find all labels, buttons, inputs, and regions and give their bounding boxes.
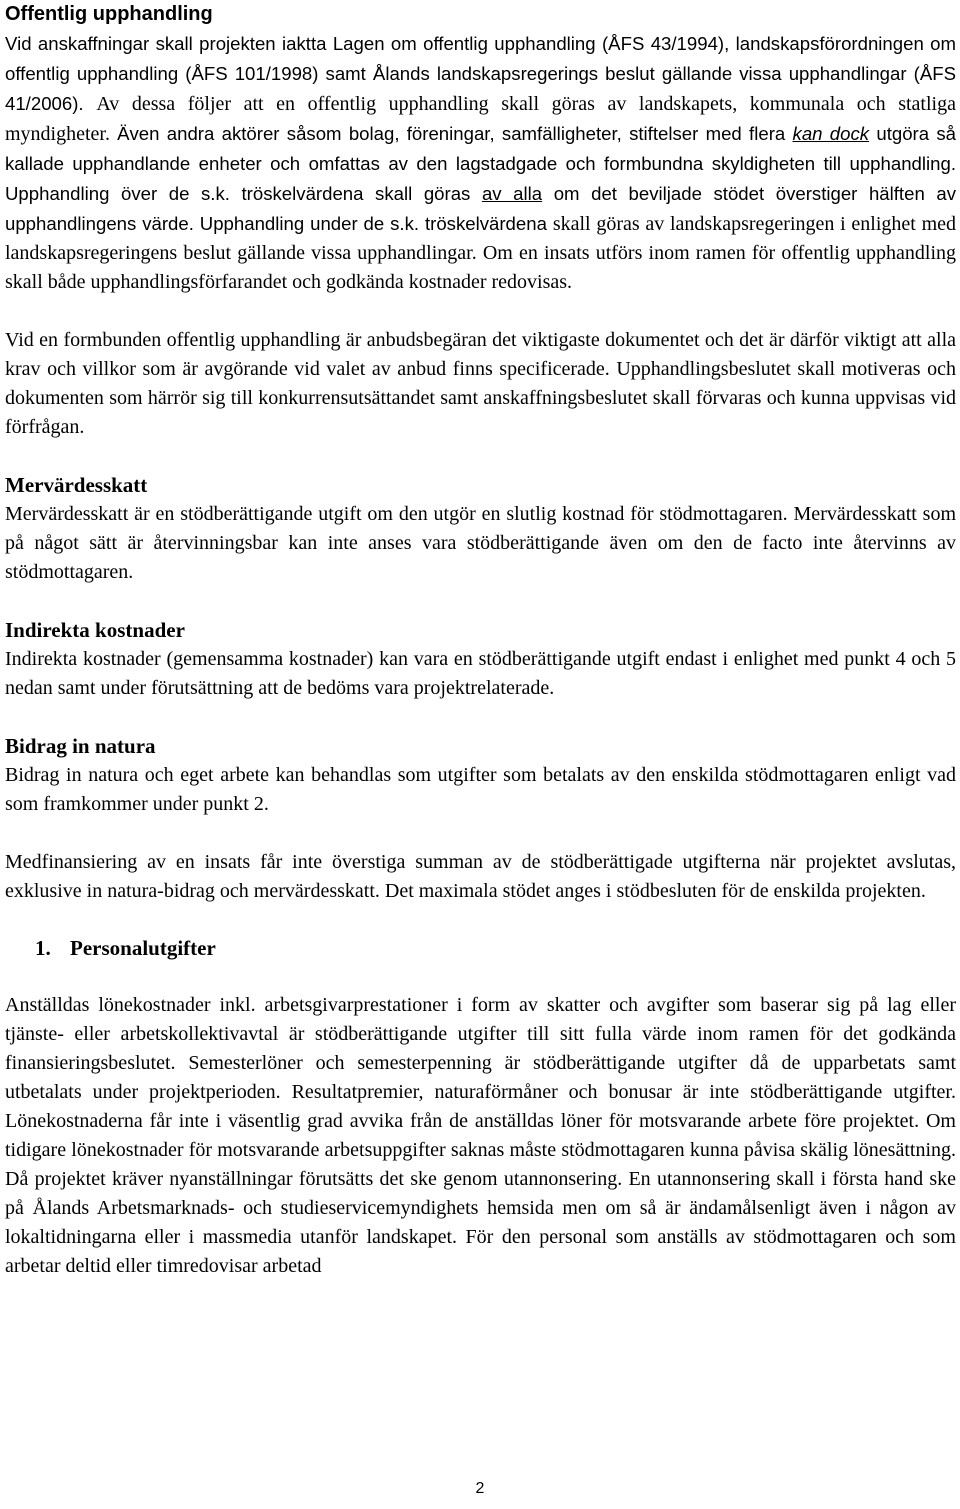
section-number: 1. xyxy=(35,936,51,960)
emphasis-av-alla: av alla xyxy=(481,183,543,204)
text-segment: Även andra aktörer såsom bolag, föreningar, samfälligheter, stiftelser med flera xyxy=(117,123,793,144)
paragraph-mervardesskatt: Mervärdesskatt är en stödberättigande utgift om den utgör en slutlig kostnad för stödmottagaren. Mervärdesskatt som på något sätt är återvinningsbar kan inte anses vara stödberättigande även om den de facto inte återvinns av stödmottagaren. xyxy=(5,503,956,583)
paragraph-medfinansiering: Medfinansiering av en insats får inte överstiga summan av de stödberättigade utgifterna när projektet avslutas, exklusive in natura-bidrag och mervärdesskatt. Det maximala stödet anges i stödbesluten för de enskilda projekten. xyxy=(5,851,956,902)
paragraph-personalutgifter: Anställdas lönekostnader inkl. arbetsgivarprestationer i form av skatter och avgifter som baserar sig på lag eller tjänste- eller arbetskollektivavtal är stödberättigande utgifter till sitt fulla värde inom ramen för det godkända finansieringsbeslutet. Semesterlöner och semesterpenning är stödberättigande utgifter då de upparbetats samt utbetalats under projektperioden. Resultatpremier, naturaförmåner och bonusar är inte stödberättigande utgifter. Lönekostnaderna får inte i väsentlig grad avvika från de anställdas löner för motsvarande arbete före projektet. Om tidigare lönekostnader för motsvarande arbetsuppgifter saknas måste stödmottagaren kunna påvisa skälig lönesättning. Då projektet kräver nyanställningar förutsätts det ske genom utannonsering. En utannonsering skall i första hand ske på Ålands Arbetsmarknads- och studieservicemyndighets hemsida men om så är ändamålsenligt även i någon av lokaltidningarna eller i massmedia utanför landskapet. För den personal som anställs av stödmottagaren och som arbetar deltid eller timredovisar arbetad xyxy=(5,994,956,1277)
paragraph-indirekta-kostnader: Indirekta kostnader (gemensamma kostnader) kan vara en stödberättigande utgift endast i enlighet med punkt 4 och 5 nedan samt under förutsättning att de bedöms vara projektrelaterade. xyxy=(5,648,956,699)
text-segment: utgöra så kallade upphandlande enheter och omfattas av den lagstadgade och formbundna skyldigheten till upphandling. Upphandling över de s.k. tröskelvärdena skall göras xyxy=(5,123,957,204)
document-body xyxy=(5,0,956,1281)
underlined-av-alla xyxy=(482,183,542,204)
heading-bidrag-in-natura: Bidrag in natura xyxy=(5,734,156,758)
paragraph-upphandling-rules xyxy=(5,29,956,297)
text-segment: skall göras av landskapsregeringen i enlighet med landskapsregeringens beslut gällande vissa upphandlingar. Om en insats utförs inom ramen för offentlig upphandling skall både upphandlingsförfarandet och godkända kostnader redovisas. xyxy=(5,213,956,293)
underlined-kan-dock xyxy=(793,123,870,144)
page-number: 2 xyxy=(475,1480,485,1497)
heading-mervardesskatt: Mervärdesskatt xyxy=(5,473,148,497)
text-segment: Av dessa följer att en offentlig upphandling skall göras av landskapets, kommunala och statliga myndigheter. xyxy=(5,93,956,145)
heading-indirekta-kostnader: Indirekta kostnader xyxy=(5,618,185,642)
paragraph-anbudsbegaran: Vid en formbunden offentlig upphandling är anbudsbegäran det viktigaste dokumentet och det är därför viktigt att alla krav och villkor som är avgörande vid valet av anbud finns specificerade. Upphandlingsbeslutet skall motiveras och dokumenten som härrör sig till konkurrensutsättandet samt anskaffningsbeslutet skall förvaras och kunna uppvisas vid förfrågan. xyxy=(5,329,956,438)
section-title: Personalutgifter xyxy=(70,936,216,960)
text-segment: om det beviljade stödet överstiger hälften av upphandlingens värde. Upphandling under de s.k. tröskelvärdena xyxy=(5,183,956,234)
heading-offentlig-upphandling: Offentlig upphandling xyxy=(5,3,213,25)
text-segment: Vid anskaffningar skall projekten iaktta Lagen om offentlig upphandling (ÅFS 43/1994), landskapsförordningen om offentlig upphandling (ÅFS 101/1998) samt Ålands landskapsregerings beslut gällande vissa upphandlingar (ÅFS 41/2006). xyxy=(5,33,956,114)
heading-personalutgifter xyxy=(5,934,956,963)
emphasis-kan-dock: kan dock xyxy=(792,123,870,144)
paragraph-bidrag-in-natura: Bidrag in natura och eget arbete kan behandlas som utgifter som betalats av den enskilda stödmottagaren enligt vad som framkommer under punkt 2. xyxy=(5,764,956,815)
